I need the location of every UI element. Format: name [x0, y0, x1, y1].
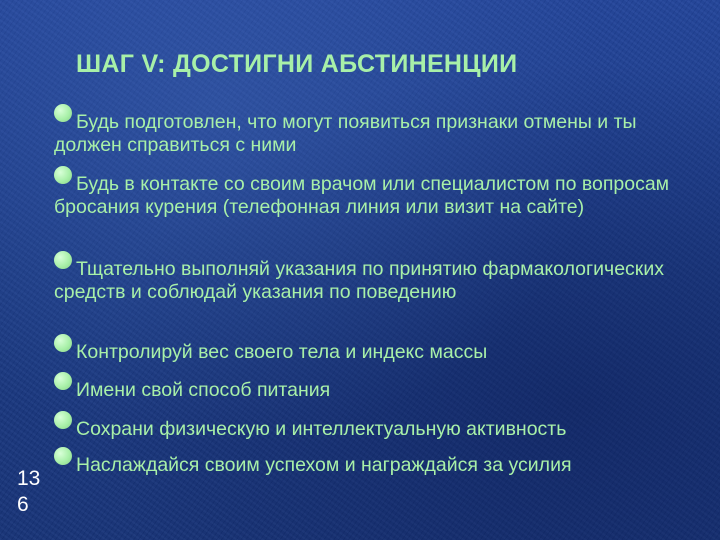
bullet-text: Сохрани физическую и интеллектуальную активность — [76, 418, 567, 440]
bullet-text: Наслаждайся своим успехом и награждайся за усилия — [76, 454, 572, 476]
bullet-icon — [54, 447, 72, 465]
bullet-text: Тщательно выполняй указания по принятию фармакологических средств и соблюдай указания по поведению — [54, 258, 664, 303]
bullet-item — [54, 108, 704, 157]
slide-number: 13 6 — [17, 467, 41, 516]
bullet-item — [54, 451, 704, 477]
bullet-icon — [54, 334, 72, 352]
bullet-item — [54, 415, 704, 441]
bullet-text: Имени свой способ питания — [76, 379, 331, 401]
bullet-item — [54, 255, 704, 304]
slide-title: ШАГ V: ДОСТИГНИ АБСТИНЕНЦИИ — [76, 50, 518, 78]
bullet-icon — [54, 411, 72, 429]
bullet-item — [54, 170, 704, 219]
bullet-text: Будь подготовлен, что могут появиться признаки отмены и ты должен справиться с ними — [54, 111, 637, 156]
bullet-icon — [54, 104, 72, 122]
bullet-text: Будь в контакте со своим врачом или специалистом по вопросам бросания курения (телефонная линия или визит на сайте) — [54, 173, 670, 218]
bullet-icon — [54, 372, 72, 390]
bullet-item — [54, 338, 704, 364]
bullet-icon — [54, 251, 72, 269]
bullet-text: Контролируй вес своего тела и индекс массы — [76, 341, 488, 363]
bullet-icon — [54, 166, 72, 184]
bullet-item — [54, 376, 704, 402]
